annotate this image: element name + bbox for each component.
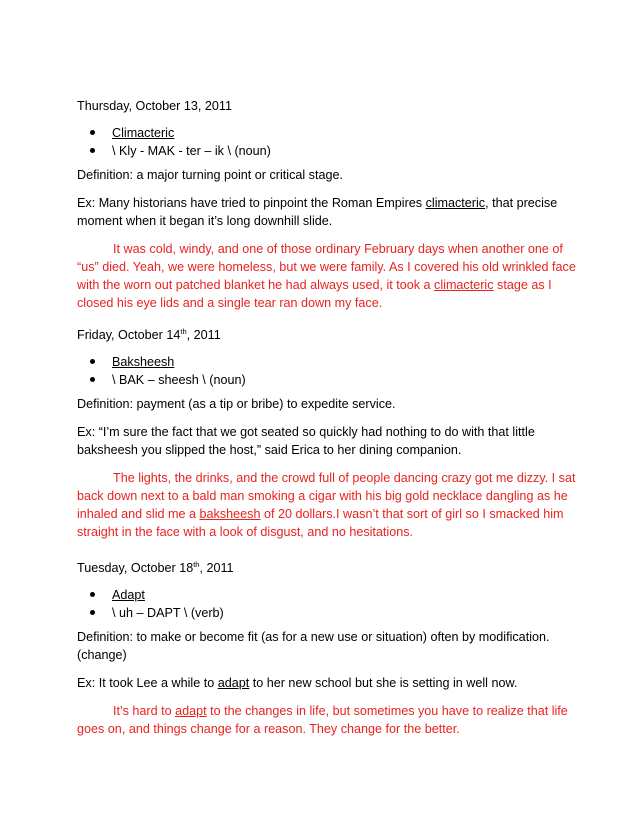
example-sentence: Ex: It took Lee a while to adapt to her new school but she is setting in well now.	[77, 676, 518, 690]
entry-baksheesh	[77, 328, 577, 541]
pronunciation: \ Kly - MAK - ter – ik \ (noun)	[112, 144, 271, 158]
pronunciation: \ uh – DAPT \ (verb)	[112, 606, 224, 620]
definition: Definition: payment (as a tip or bribe) to expedite service.	[77, 397, 396, 411]
definition: Definition: a major turning point or critical stage.	[77, 168, 343, 182]
word-item	[77, 586, 577, 604]
word-bullet-list	[77, 124, 577, 160]
entry-adapt	[77, 561, 577, 738]
pronunciation-item	[77, 142, 577, 160]
entry-date: Tuesday, October 18th, 2011	[77, 559, 234, 575]
story-paragraph: It’s hard to adapt to the changes in life, but sometimes you have to realize that life goes on, and things change for a reason. They change for the better.	[77, 704, 568, 736]
bullet-icon	[90, 377, 95, 382]
word-item	[77, 124, 577, 142]
pronunciation-item	[77, 604, 577, 622]
bullet-icon	[90, 610, 95, 615]
word-bullet-list	[77, 586, 577, 622]
story-paragraph: The lights, the drinks, and the crowd full of people dancing crazy got me dizzy. I sat back down next to a bald man smoking a cigar with his big gold necklace dangling as he inhaled and slid me a baksheesh of 20 dollars.I wasn’t that sort of girl so I smacked him straight in the face with a look of disgust, and no hesitations.	[77, 471, 576, 539]
word-bullet-list	[77, 353, 577, 389]
pronunciation-item	[77, 371, 577, 389]
vocab-word: Climacteric	[112, 126, 175, 140]
bullet-icon	[90, 359, 95, 364]
example-sentence: Ex: Many historians have tried to pinpoint the Roman Empires climacteric, that precise moment when it began it’s long downhill slide.	[77, 196, 558, 228]
entry-date: Friday, October 14th, 2011	[77, 326, 221, 342]
word-item	[77, 353, 577, 371]
bullet-icon	[90, 592, 95, 597]
entry-climacteric	[77, 99, 577, 312]
entry-date: Thursday, October 13, 2011	[77, 99, 232, 113]
vocab-word: Baksheesh	[112, 355, 175, 369]
pronunciation: \ BAK – sheesh \ (noun)	[112, 373, 246, 387]
story-paragraph: It was cold, windy, and one of those ordinary February days when another one of “us” died. Yeah, we were homeless, but we were family. As I covered his old wrinkled face with the worn out patched blanket he had always used, it took a climacteric stage as I closed his eye lids and a single tear ran down my face.	[77, 242, 576, 310]
bullet-icon	[90, 130, 95, 135]
example-sentence: Ex: “I’m sure the fact that we got seated so quickly had nothing to do with that little baksheesh you slipped the host,” said Erica to her dining companion.	[77, 425, 535, 457]
bullet-icon	[90, 148, 95, 153]
vocab-word: Adapt	[112, 588, 145, 602]
definition: Definition: to make or become fit (as for a new use or situation) often by modification. (change)	[77, 630, 550, 662]
